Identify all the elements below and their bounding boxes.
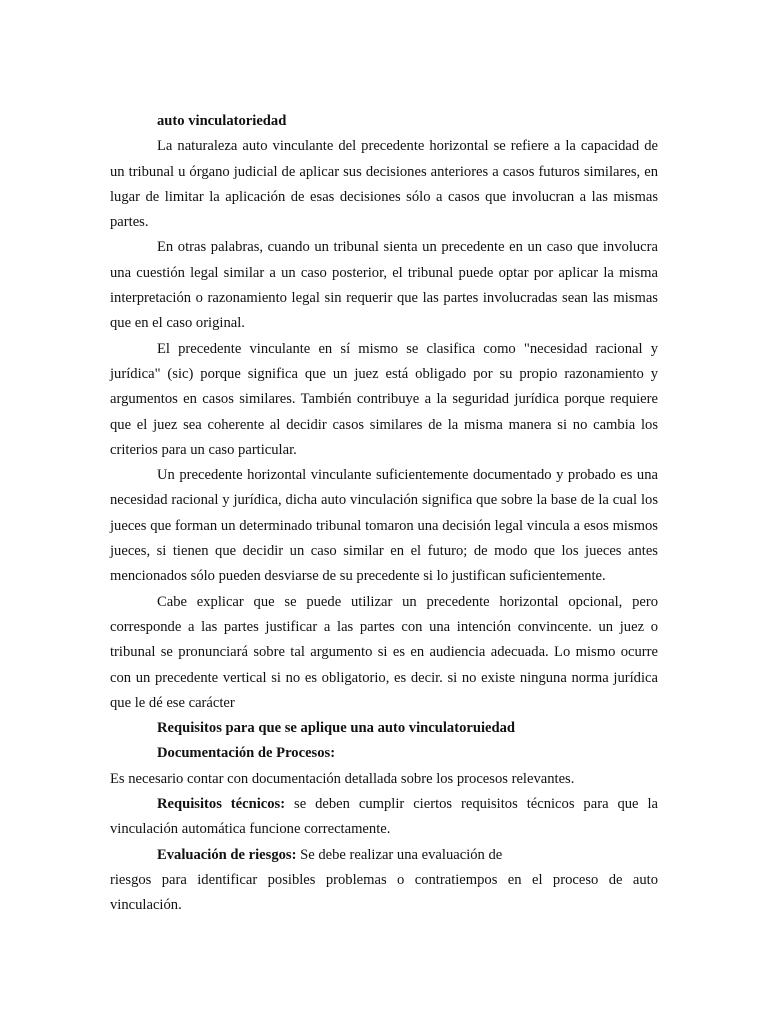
paragraph-3: El precedente vinculante en sí mismo se clasifica como "necesidad racional y jurídica" (sic) porque significa que un juez está obligado por su propio razonamiento y argumentos en casos similares. También contribuye a la seguridad jurídica porque requiere que el juez sea coherente al decidir casos similares de la misma manera si no cambia los criterios para un caso particular. bbox=[110, 340, 658, 458]
risk-eval-text-line1: Se debe realizar una evaluación de bbox=[296, 846, 503, 863]
tech-req-title: Requisitos técnicos: bbox=[157, 796, 286, 813]
doc-process-title: Documentación de Procesos: bbox=[157, 745, 336, 762]
paragraph-5: Cabe explicar que se puede utilizar un precedente horizontal opcional, pero corresponde a las partes justificar a las partes con una intención convincente. un juez o tribunal se pronunciará sobre tal argumento si es en audiencia adecuada. Lo mismo ocurre con un precedente vertical si no es obligatorio, es decir. si no existe ninguna norma jurídica que le dé ese carácter bbox=[110, 593, 658, 711]
tech-req-text: se deben cumplir ciertos requisitos técnicos para que la vinculación automática funcione correctamente. bbox=[110, 796, 658, 838]
tech-req-paragraph bbox=[110, 792, 658, 843]
paragraph-4: Un precedente horizontal vinculante suficientemente documentado y probado es una necesidad racional y jurídica, dicha auto vinculación significa que sobre la base de la cual los jueces que forman un determinado tribunal tomaron una decisión legal vincula a esos mismos jueces, si tienen que decidir un caso similar en el futuro; de modo que los jueces antes mencionados sólo pueden desviarse de su precedente si lo justifican suficientemente. bbox=[110, 467, 658, 585]
requirements-heading: Requisitos para que se aplique una auto vinculatoruiedad bbox=[157, 720, 516, 737]
risk-eval-title: Evaluación de riesgos: bbox=[157, 846, 297, 863]
section-heading: auto vinculatoriedad bbox=[157, 113, 287, 129]
doc-process-text: Es necesario contar con documentación detallada sobre los procesos relevantes. bbox=[110, 770, 575, 787]
paragraph-2: En otras palabras, cuando un tribunal sienta un precedente en un caso que involucra una cuestión legal similar a un caso posterior, el tribunal puede optar por aplicar la misma interpretación o razonamiento legal sin requerir que las partes involucradas sean las mismas que en el caso original. bbox=[110, 239, 658, 332]
paragraph-1: La naturaleza auto vinculante del precedente horizontal se refiere a la capacidad de un tribunal u órgano judicial de aplicar sus decisiones anteriores a casos futuros similares, en lugar de limitar la aplicación de esas decisiones sólo a casos que involucran a las mismas partes. bbox=[110, 138, 658, 231]
risk-eval-line bbox=[110, 843, 658, 868]
risk-eval-rest: riesgos para identificar posibles problemas o contratiempos en el proceso de auto vinculación. bbox=[110, 871, 658, 914]
